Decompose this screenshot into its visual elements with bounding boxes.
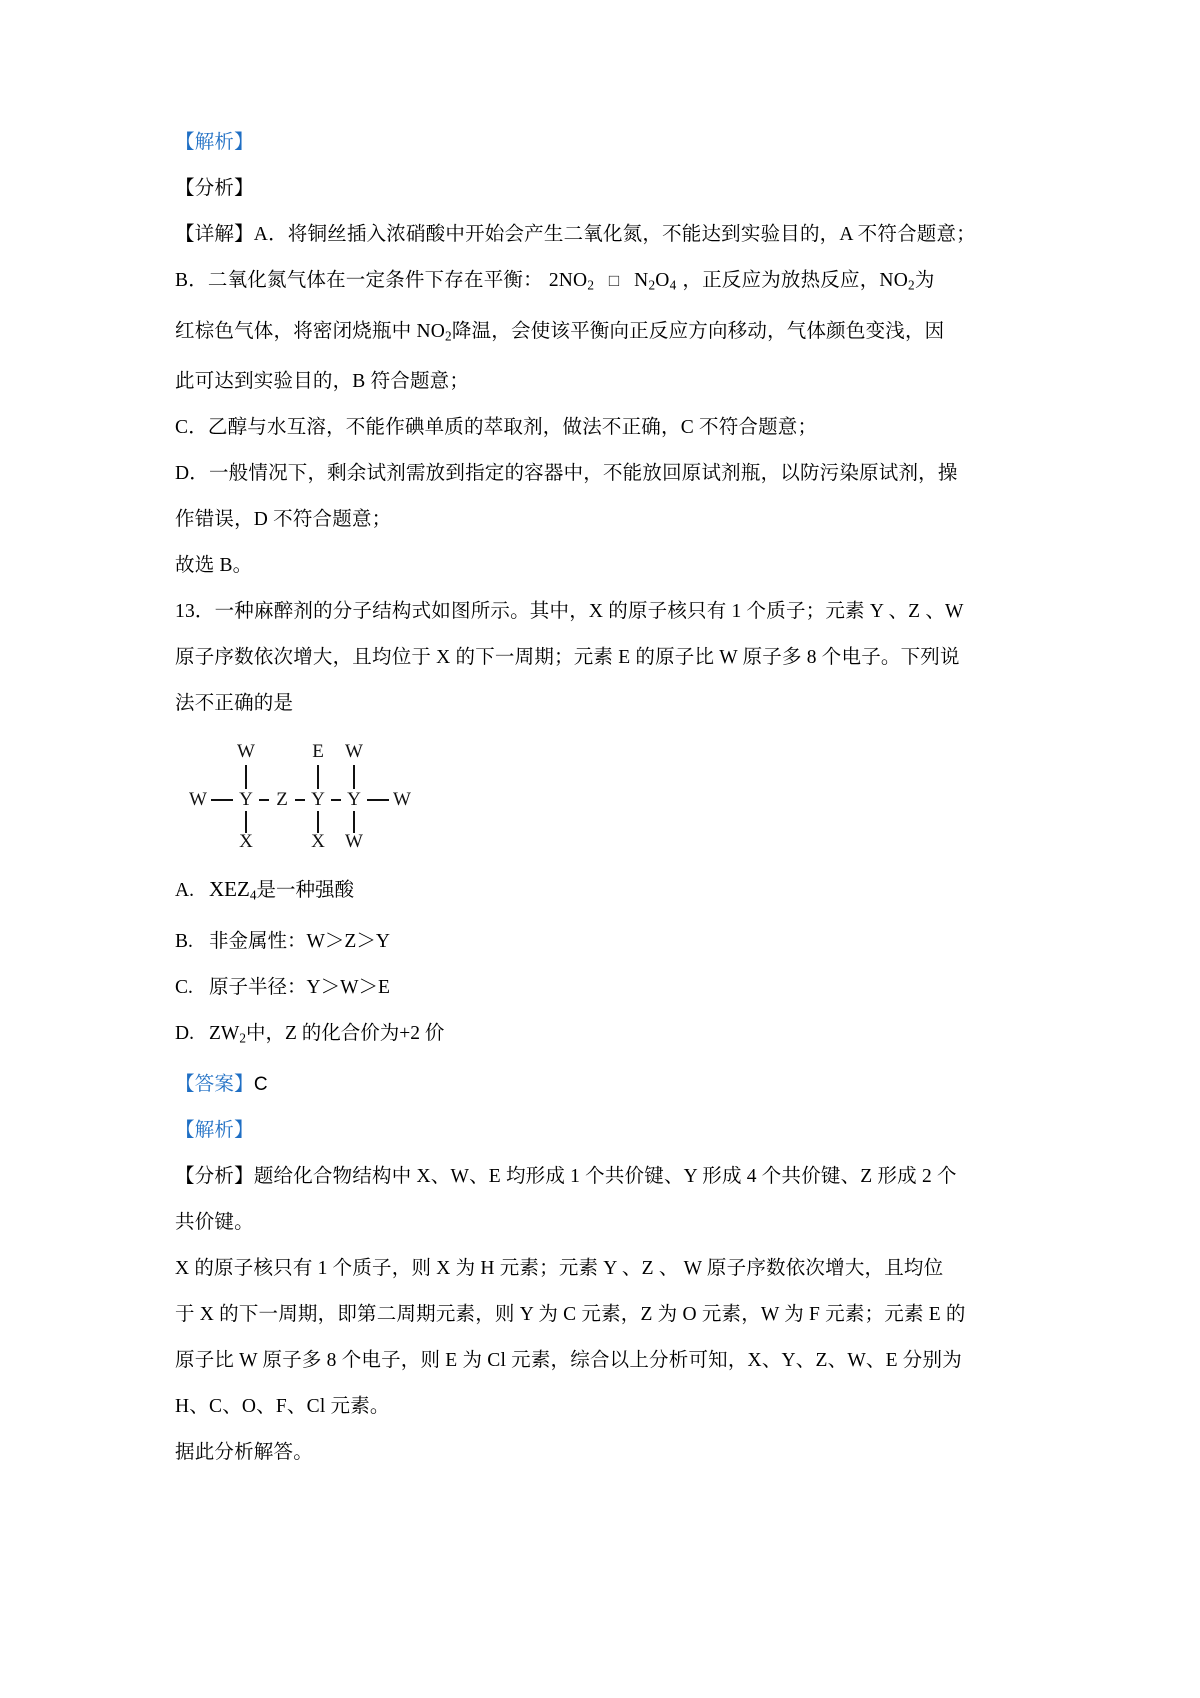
detail-b-line2-sub: 2 — [445, 328, 452, 344]
detail-b-sub-2: 2 — [907, 277, 915, 293]
option-b-text-pre: 非金属性： — [209, 931, 307, 953]
bond-vertical-top-1 — [245, 765, 247, 789]
conclusion-1: 故选 B。 — [175, 555, 253, 577]
question13-analysis-line3: X 的原子核只有 1 个质子，则 X 为 H 元素；元素 Y 、Z 、 W 原子序数依次增大，且均位 — [175, 1257, 944, 1279]
equation-no2-n2o4 — [543, 258, 683, 309]
diagram-atom-top-1: W — [237, 741, 255, 763]
eq-right-sub2: 4 — [669, 277, 677, 293]
analysis-sub-1: 【分析】 — [175, 178, 254, 199]
question13-option-d — [175, 1011, 1025, 1062]
option-b-label: B. — [175, 931, 193, 953]
option-a-text-pre: XEZ — [209, 877, 250, 902]
detail-b-text-3: 为 — [914, 270, 935, 291]
question13-analysis-line2: 共价键。 — [175, 1211, 254, 1233]
diagram-atom-bot-1: X — [239, 831, 253, 853]
detail-option-b-line3: 此可达到实验目的，B 符合题意； — [175, 371, 470, 393]
detail-b-text-2: ，正反应为放热反应，NO — [682, 270, 908, 291]
analysis-header-1: 【解析】 — [175, 132, 254, 153]
option-d-text-post: 中，Z 的化合价为+2 价 — [245, 1023, 445, 1045]
question13-analysis-line6: H、C、O、F、Cl 元素。 — [175, 1395, 390, 1417]
bond-horizontal-4 — [331, 799, 341, 801]
question13-analysis-line5: 原子比 W 原子多 8 个电子，则 E 为 Cl 元素，综合以上分析可知，X、Y、Z、W、E 分别为 — [175, 1349, 962, 1371]
question13-option-a — [175, 866, 1025, 919]
eq-right: N — [634, 270, 649, 291]
diagram-atom-mid-2: Y — [239, 789, 253, 811]
option-a-label: A. — [175, 880, 194, 902]
detail-option-d-line2: 作错误，D 不符合题意； — [175, 509, 392, 531]
eq-right-mid: O — [655, 270, 670, 291]
question13-analysis-line1 — [175, 1154, 1025, 1200]
analysis-line1-text: 题给化合物结构中 X、W、E 均形成 1 个共价键、Y 形成 4 个共价键、Z 形成 2 个 — [253, 1165, 957, 1187]
option-a-text-post: 是一种强酸 — [256, 880, 354, 902]
detail-b-line2-a: 红棕色气体，将密闭烧瓶中 NO — [175, 320, 446, 342]
question13-analysis-line4: 于 X 的下一周期，即第二周期元素，则 Y 为 C 元素，Z 为 O 元素，W 为 F 元素；元素 E 的 — [175, 1303, 966, 1325]
eq-left: 2NO — [548, 270, 588, 291]
question13-analysis-header: 【解析】 — [175, 1119, 254, 1141]
bond-horizontal-3 — [295, 799, 305, 801]
diagram-atom-mid-1: W — [189, 789, 207, 811]
diagram-atom-mid-4: Y — [311, 789, 325, 811]
option-d-label: D. — [175, 1023, 194, 1045]
eq-left-sub: 2 — [587, 277, 595, 293]
answer-value: C — [253, 1073, 268, 1095]
option-c-label: C. — [175, 977, 193, 999]
diagram-atom-mid-6: W — [393, 789, 411, 811]
diagram-atom-bot-2: X — [311, 831, 325, 853]
diagram-atom-mid-3: Z — [276, 789, 288, 811]
bond-vertical-top-3 — [353, 765, 355, 789]
question13-option-c — [175, 965, 1025, 1011]
molecular-structure-diagram — [185, 741, 435, 856]
question13-stem-line3: 法不正确的是 — [175, 693, 294, 715]
option-b-text-post: W＞Z＞Y — [306, 931, 390, 953]
diagram-atom-top-3: W — [345, 741, 363, 763]
bond-horizontal-1 — [211, 799, 233, 801]
bond-vertical-bottom-2 — [317, 811, 319, 833]
detail-option-b-line1 — [175, 258, 1025, 309]
question13-stem-line2: 原子序数依次增大，且均位于 X 的下一周期；元素 E 的原子比 W 原子多 8 个电子。下列说 — [175, 647, 960, 669]
diagram-atom-top-2: E — [312, 741, 324, 763]
option-d-sub: 2 — [239, 1030, 246, 1046]
bond-vertical-bottom-1 — [245, 811, 247, 833]
analysis-prefix: 【分析】 — [175, 1165, 254, 1187]
detail-option-a: 【详解】A．将铜丝插入浓硝酸中开始会产生二氧化氮，不能达到实验目的，A 不符合题意； — [175, 224, 976, 245]
detail-b-text-1: B．二氧化氮气体在一定条件下存在平衡： — [175, 270, 543, 291]
question13-stem-line1: 13．一种麻醉剂的分子结构式如图所示。其中，X 的原子核只有 1 个质子；元素 Y 、Z 、W — [175, 601, 964, 623]
question13-answer-row — [175, 1062, 1025, 1108]
bond-horizontal-2 — [259, 799, 269, 801]
option-d-text-pre: ZW — [209, 1023, 240, 1045]
question13-option-b — [175, 919, 1025, 965]
bond-vertical-top-2 — [317, 765, 319, 789]
eq-right-sub1: 2 — [648, 277, 656, 293]
bond-vertical-bottom-3 — [353, 811, 355, 833]
question13-analysis-line7: 据此分析解答。 — [175, 1441, 313, 1463]
answer-label: 【答案】 — [175, 1073, 254, 1095]
option-c-text-post: Y＞W＞E — [306, 977, 390, 999]
diagram-atom-bot-3: W — [345, 831, 363, 853]
detail-option-d-line1: D．一般情况下，剩余试剂需放到指定的容器中，不能放回原试剂瓶，以防污染原试剂，操 — [175, 463, 958, 485]
option-c-text-pre: 原子半径： — [209, 977, 307, 999]
detail-b-line2-b: 降温，会使该平衡向正反应方向移动，气体颜色变浅，因 — [451, 320, 945, 342]
equilibrium-arrow-icon: □ — [608, 271, 620, 290]
bond-horizontal-5 — [367, 799, 389, 801]
option-a-sub: 4 — [249, 888, 257, 904]
detail-option-c: C．乙醇与水互溶，不能作碘单质的萃取剂，做法不正确，C 不符合题意； — [175, 417, 818, 439]
detail-option-b-line2 — [175, 309, 1025, 360]
diagram-atom-mid-5: Y — [347, 789, 361, 811]
